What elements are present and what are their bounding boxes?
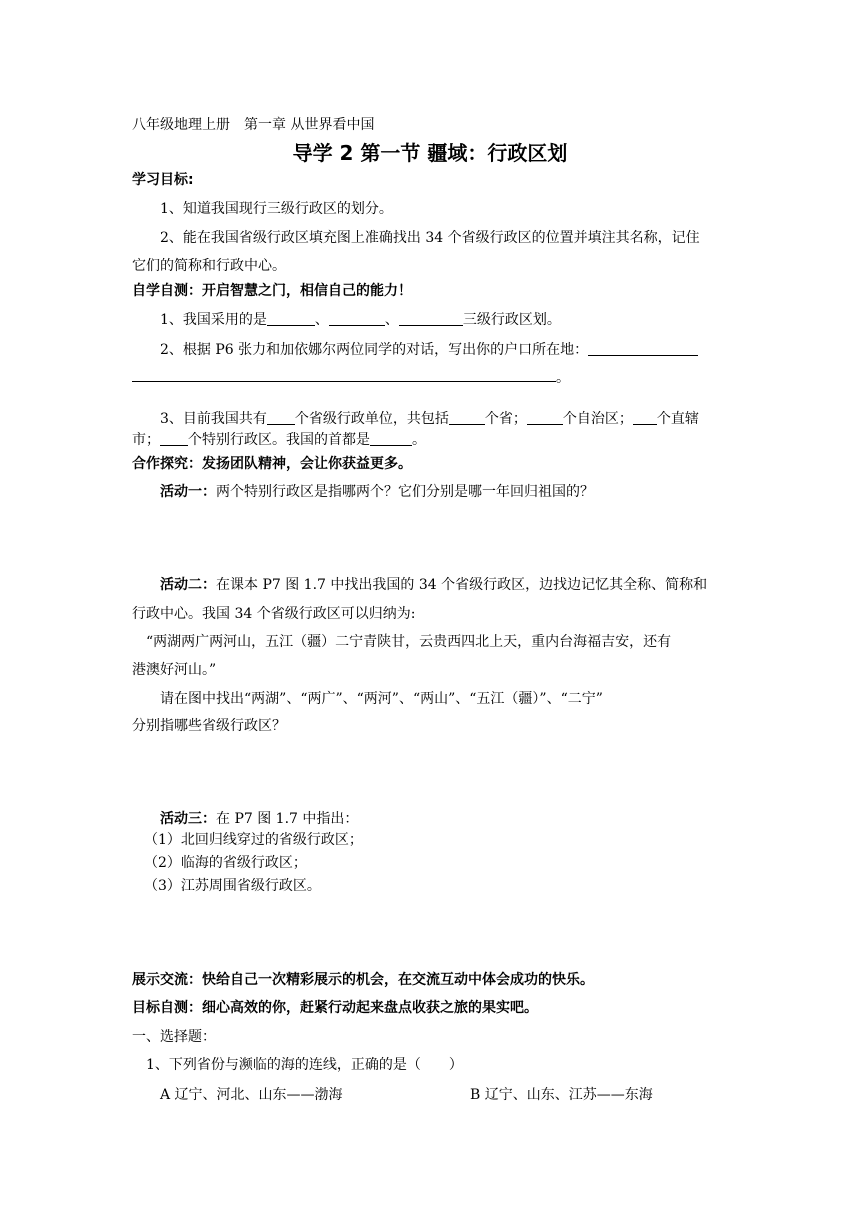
q3-blank-3[interactable]	[527, 410, 563, 425]
activity-3-label: 活动三：	[160, 811, 216, 827]
q3-text-b: 个省级行政单位，共包括	[294, 411, 449, 427]
page-title: 导学 2 第一节 疆域：行政区划	[292, 141, 568, 165]
choice-q1: 1、下列省份与濒临的海的连线，正确的是（ ）	[146, 1057, 463, 1073]
self-test-heading: 自学自测：开启智慧之门，相信自己的能力！	[132, 283, 412, 299]
q2-blank-2[interactable]	[132, 381, 556, 382]
activity-2-text: 在课本 P7 图 1.7 中找出我国的 34 个省级行政区，边找边记忆其全称、简称和	[216, 577, 708, 593]
activity-2-quote-line1: “两湖两广两河山，五江（疆）二宁青陕甘，云贵西四北上天，重内台海福吉安，还有	[146, 634, 672, 650]
objective-2-line2: 它们的简称和行政中心。	[132, 258, 286, 274]
choice-heading: 一、选择题：	[132, 1029, 216, 1045]
q1-text-a: 1、我国采用的是	[160, 312, 267, 328]
goal-test-heading: 目标自测：细心高效的你，赶紧行动起来盘点收获之旅的果实吧。	[132, 1000, 538, 1016]
self-test-q3-line2	[132, 430, 426, 450]
cooperation-heading: 合作探究：发扬团队精神，会让你获益更多。	[132, 456, 412, 472]
choice-q1-option-b: B 辽宁、山东、江苏——东海	[470, 1087, 653, 1103]
self-test-q2	[160, 340, 698, 360]
q3-text-d: 个自治区；	[562, 411, 633, 427]
q2-blank-1[interactable]	[588, 341, 698, 356]
q3-text-f: 市；	[132, 432, 160, 448]
q1-blank-3[interactable]	[399, 311, 463, 326]
q1-sep-2: 、	[384, 312, 399, 328]
q1-blank-2[interactable]	[329, 311, 385, 326]
activity-1-label: 活动一：	[160, 484, 216, 500]
q1-blank-1[interactable]	[267, 311, 315, 326]
q2-end: 。	[556, 370, 570, 386]
q3-text-a: 3、目前我国共有	[160, 411, 267, 427]
choice-q1-option-a: A 辽宁、河北、山东——渤海	[160, 1087, 343, 1103]
activity-2-line1	[160, 575, 707, 595]
objective-1: 1、知道我国现行三级行政区的划分。	[160, 201, 393, 217]
activity-1-text: 两个特别行政区是指哪两个？它们分别是哪一年回归祖国的？	[216, 484, 594, 500]
activity-3-item-2: （2）临海的省级行政区；	[144, 855, 307, 871]
page-header: 八年级地理上册 第一章 从世界看中国	[132, 117, 375, 133]
objectives-heading: 学习目标:	[132, 172, 194, 188]
q1-text-b: 三级行政区划。	[462, 312, 561, 328]
self-test-q3-line1	[160, 409, 699, 429]
showcase-heading: 展示交流：快给自己一次精彩展示的机会，在交流互动中体会成功的快乐。	[132, 972, 594, 988]
q3-text-h: 。	[412, 432, 426, 448]
self-test-q1	[160, 310, 561, 330]
activity-2-ask-line1: 请在图中找出“两湖”、“两广”、“两河”、“两山”、“五江（疆）”、“二宁”	[160, 691, 603, 707]
activity-1	[160, 482, 594, 502]
q1-sep-1: 、	[314, 312, 329, 328]
q3-blank-1[interactable]	[267, 410, 295, 425]
activity-2-label: 活动二：	[160, 577, 216, 593]
activity-3-text: 在 P7 图 1.7 中指出：	[216, 811, 359, 827]
q3-blank-4[interactable]	[633, 410, 657, 425]
activity-2-quote-line2: 港澳好河山。”	[132, 662, 217, 678]
activity-2-ask-line2: 分别指哪些省级行政区？	[132, 718, 286, 734]
q3-text-c: 个省；	[484, 411, 527, 427]
objective-2-line1: 2、能在我国省级行政区填充图上准确找出 34 个省级行政区的位置并填注其名称，记住	[160, 230, 700, 246]
q3-text-e: 个直辖	[656, 411, 699, 427]
activity-3-item-3: （3）江苏周围省级行政区。	[144, 878, 321, 894]
q3-text-g: 个特别行政区。我国的首都是	[188, 432, 370, 448]
activity-3	[160, 809, 358, 829]
q3-blank-6[interactable]	[370, 431, 412, 446]
activity-3-item-1: （1）北回归线穿过的省级行政区；	[144, 832, 363, 848]
q3-blank-2[interactable]	[449, 410, 485, 425]
q3-blank-5[interactable]	[160, 431, 188, 446]
activity-2-line2: 行政中心。我国 34 个省级行政区可以归纳为:	[132, 606, 416, 622]
q2-text: 2、根据 P6 张力和加依娜尔两位同学的对话，写出你的户口所在地：	[160, 342, 589, 358]
